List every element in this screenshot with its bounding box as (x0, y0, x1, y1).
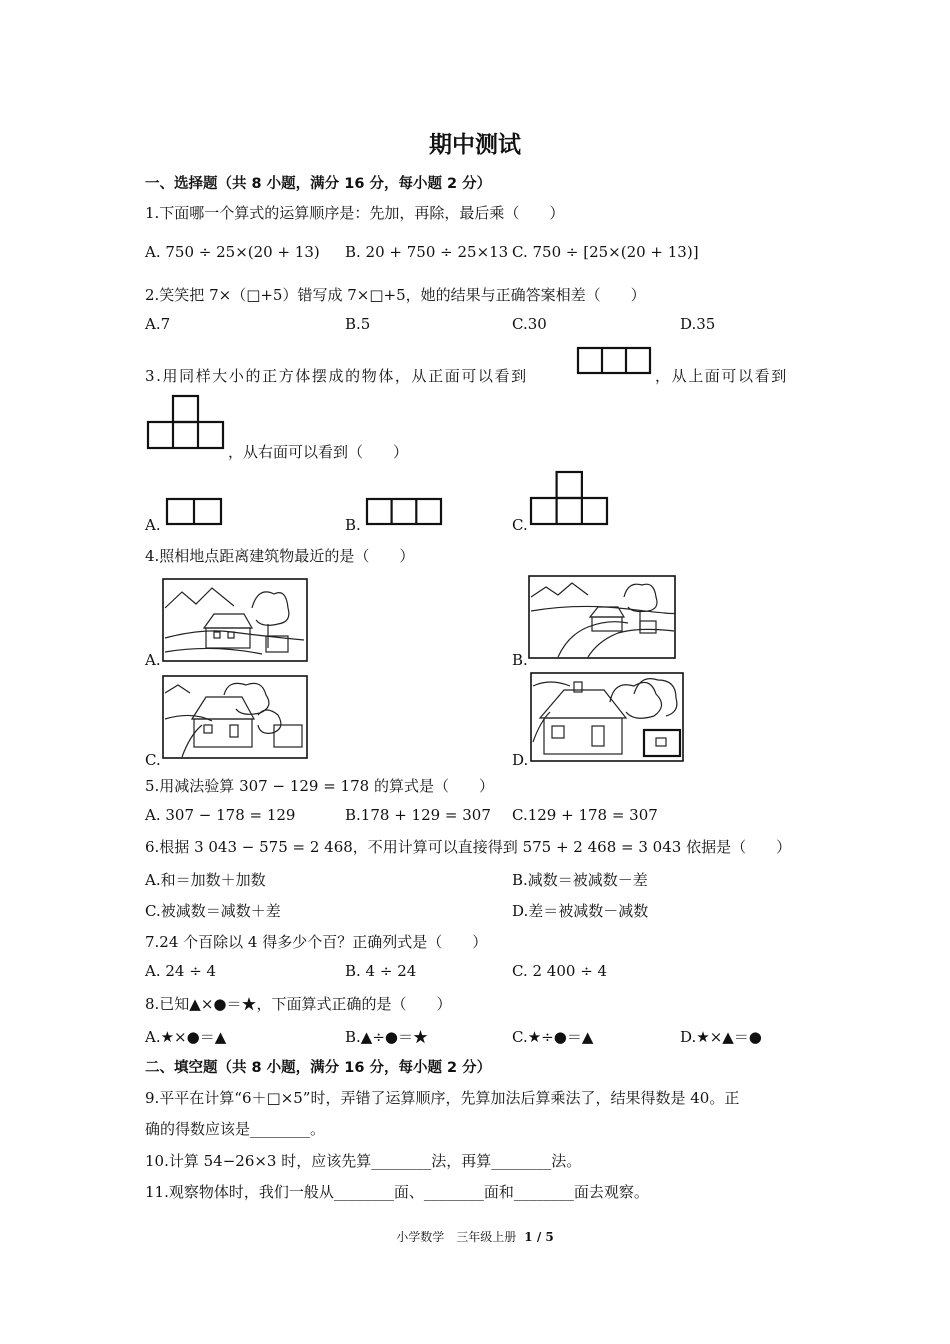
question-2: 2.笑笑把 7×（□+5）错写成 7×□+5，她的结果与正确答案相差（ ） (145, 286, 646, 304)
question-4: 4.照相地点距离建筑物最近的是（ ） (145, 547, 415, 565)
section-heading-choice: 一、选择题（共 8 小题，满分 16 分，每小题 2 分） (145, 176, 492, 192)
q8-option-d: D.★×▲＝● (680, 1028, 762, 1046)
q1-option-a: A. 750 ÷ 25×(20 + 13) (145, 243, 320, 261)
q6-option-d: D.差＝被减数－减数 (512, 902, 649, 920)
question-3-part2: ，从上面可以看到 (655, 367, 788, 385)
q2-option-b: B.5 (345, 315, 371, 333)
question-9-line2: 确的得数应该是________。 (145, 1120, 326, 1138)
q1-option-b: B. 20 + 750 ÷ 25×13 (345, 243, 509, 261)
q8-option-a: A.★×●＝▲ (145, 1028, 227, 1046)
question-7: 7.24 个百除以 4 得多少个百？正确列式是（ ） (145, 933, 488, 951)
q2-option-c: C.30 (512, 315, 547, 333)
q7-option-b: B. 4 ÷ 24 (345, 962, 417, 980)
question-1: 1.下面哪一个算式的运算顺序是：先加，再除，最后乘（ ） (145, 204, 565, 222)
footer-subject: 小学数学 三年级上册 (396, 1230, 517, 1244)
question-8: 8.已知▲×●＝★，下面算式正确的是（ ） (145, 995, 452, 1013)
q8-option-c: C.★÷●＝▲ (512, 1028, 594, 1046)
q7-option-c: C. 2 400 ÷ 4 (512, 962, 608, 980)
footer-page-number: 1 / 5 (524, 1230, 554, 1244)
q4-option-d: D. (512, 751, 529, 769)
page-title: 期中测试 (429, 132, 521, 158)
question-5: 5.用减法验算 307 − 129 = 178 的算式是（ ） (145, 777, 494, 795)
q4-option-a: A. (145, 651, 161, 669)
q3-option-c-figure (530, 471, 608, 525)
q7-option-a: A. 24 ÷ 4 (145, 962, 217, 980)
q4-option-b: B. (512, 651, 528, 669)
q3-option-b-figure (366, 498, 442, 525)
q3-option-b: B. (345, 516, 361, 534)
question-9-line1: 9.平平在计算“6＋□×5”时，弄错了运算顺序，先算加法后算乘法了，结果得数是 40。正 (145, 1089, 740, 1107)
q6-option-a: A.和＝加数＋加数 (145, 871, 266, 889)
q2-option-d: D.35 (680, 315, 716, 333)
question-3-part3: ，从右面可以看到（ ） (228, 443, 409, 461)
q2-option-a: A.7 (145, 315, 171, 333)
q4-photo-d-house-nearest (530, 672, 684, 762)
q3-option-a: A. (145, 516, 161, 534)
q1-option-c: C. 750 ÷ [25×(20 + 13)] (512, 243, 699, 261)
q3-option-c: C. (512, 516, 528, 534)
question-10: 10.计算 54−26×3 时，应该先算________法，再算________法。 (145, 1152, 582, 1170)
q4-photo-b-house-farthest (528, 575, 676, 659)
question-3-part1: 3.用同样大小的正方体摆成的物体，从正面可以看到 (145, 367, 528, 385)
question-11: 11.观察物体时，我们一般从________面、________面和________面去观察。 (145, 1183, 649, 1201)
q3-option-a-figure (166, 498, 222, 525)
q6-option-c: C.被减数＝减数＋差 (145, 902, 281, 920)
q4-option-c: C. (145, 751, 161, 769)
top-view-figure (147, 395, 223, 450)
front-view-figure (577, 347, 651, 374)
q8-option-b: B.▲÷●＝★ (345, 1028, 428, 1046)
q5-option-a: A. 307 − 178 = 129 (145, 806, 296, 824)
page-footer (0, 1228, 950, 1245)
q5-option-b: B.178 + 129 = 307 (345, 806, 491, 824)
q5-option-c: C.129 + 178 = 307 (512, 806, 658, 824)
q4-photo-a-house-far (162, 578, 308, 662)
q6-option-b: B.减数＝被减数－差 (512, 871, 648, 889)
q4-photo-c-house-near (162, 675, 308, 759)
question-6: 6.根据 3 043 − 575 = 2 468，不用计算可以直接得到 575 + 2 468 = 3 043 依据是（ ） (145, 838, 792, 856)
section-heading-fill-blank: 二、填空题（共 8 小题，满分 16 分，每小题 2 分） (145, 1060, 492, 1076)
